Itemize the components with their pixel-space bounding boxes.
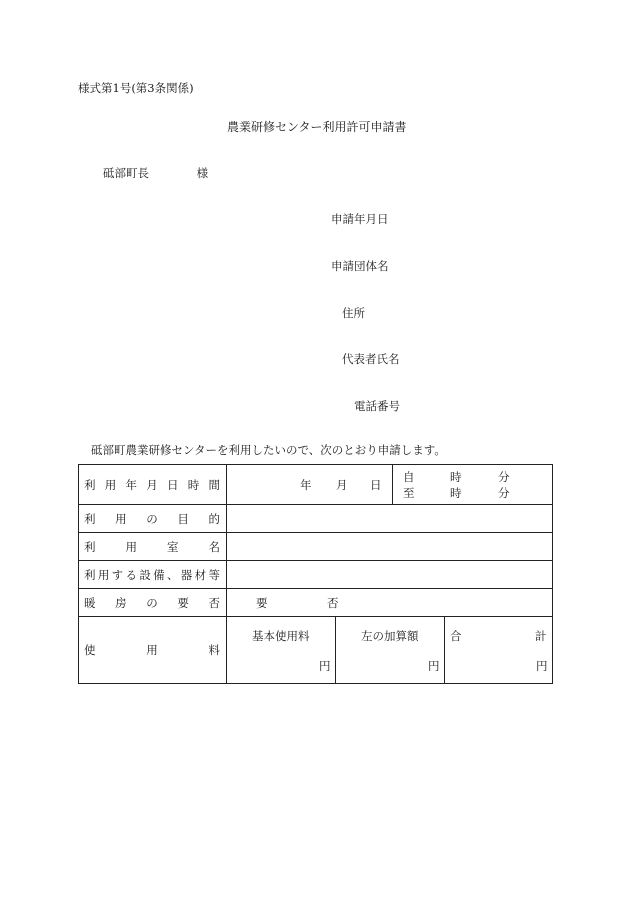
row-divider bbox=[78, 532, 553, 533]
to-minute-label: 分 bbox=[498, 486, 510, 500]
basic-fee-header: 基本使用料 bbox=[252, 629, 310, 643]
usage-datetime-label: 利 用 年 月 日 時 間 bbox=[84, 478, 220, 492]
column-divider bbox=[335, 616, 336, 684]
addressee-honorific: 様 bbox=[196, 166, 209, 180]
application-date-label: 申請年月日 bbox=[331, 212, 389, 226]
table-border-bottom bbox=[78, 683, 553, 684]
row-divider bbox=[78, 504, 553, 505]
usage-fee-label: 使 用 料 bbox=[84, 643, 220, 657]
table-border-left bbox=[78, 464, 79, 684]
row-divider bbox=[78, 560, 553, 561]
application-table bbox=[78, 464, 553, 684]
from-hour-label: 時 bbox=[450, 470, 462, 484]
row-divider bbox=[78, 616, 553, 617]
to-label: 至 bbox=[403, 486, 415, 500]
total-yen: 円 bbox=[536, 659, 548, 673]
request-statement: 砥部町農業研修センターを利用したいので、次のとおり申請します。 bbox=[91, 443, 446, 457]
addressee-name: 砥部町長 bbox=[103, 166, 149, 180]
to-hour-label: 時 bbox=[450, 486, 462, 500]
day-label: 日 bbox=[370, 478, 382, 492]
year-label: 年 bbox=[300, 478, 312, 492]
row-divider bbox=[78, 588, 553, 589]
from-label: 自 bbox=[403, 470, 415, 484]
purpose-label: 利 用 の 目 的 bbox=[84, 512, 220, 526]
heating-no-option[interactable]: 否 bbox=[327, 596, 339, 610]
phone-number-label: 電話番号 bbox=[354, 399, 400, 413]
addressee bbox=[103, 165, 208, 181]
equipment-label: 利 用 す る 設 備 、 器 材 等 bbox=[84, 568, 220, 582]
table-border-right bbox=[552, 464, 553, 684]
representative-name-label: 代表者氏名 bbox=[342, 352, 400, 366]
column-divider bbox=[392, 464, 393, 504]
room-name-label: 利 用 室 名 bbox=[84, 540, 220, 554]
heating-label: 暖 房 の 要 否 bbox=[84, 596, 220, 610]
organization-name-label: 申請団体名 bbox=[331, 259, 389, 273]
from-minute-label: 分 bbox=[498, 470, 510, 484]
basic-fee-yen: 円 bbox=[319, 659, 331, 673]
total-header-b: 計 bbox=[535, 629, 547, 643]
additional-fee-header: 左の加算額 bbox=[361, 629, 419, 643]
table-border-top bbox=[78, 464, 553, 465]
additional-fee-yen: 円 bbox=[428, 659, 440, 673]
month-label: 月 bbox=[336, 478, 348, 492]
document-title: 農業研修センター利用許可申請書 bbox=[227, 120, 407, 134]
column-divider bbox=[226, 464, 227, 684]
column-divider bbox=[444, 616, 445, 684]
total-header-a: 合 bbox=[450, 629, 462, 643]
heating-yes-option[interactable]: 要 bbox=[256, 596, 268, 610]
address-label: 住所 bbox=[342, 306, 365, 320]
form-number: 様式第1号(第3条関係) bbox=[78, 81, 194, 95]
